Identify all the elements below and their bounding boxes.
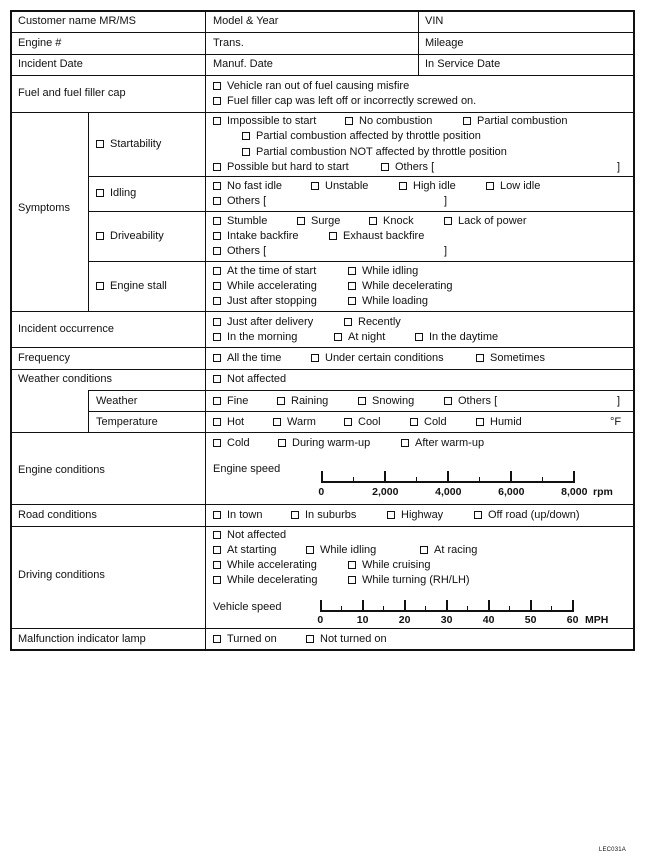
driving-checkbox[interactable]	[213, 576, 221, 584]
engine-stall-option: While idling	[362, 265, 419, 277]
grid-line	[10, 347, 635, 348]
grid-line	[10, 32, 635, 33]
grid-line	[10, 54, 635, 55]
driving-option: At racing	[434, 544, 478, 556]
rpm-major-tick	[321, 471, 323, 483]
grid-line	[10, 311, 635, 312]
mph-tick-label: 0	[317, 614, 324, 626]
rpm-tick-label: 0	[318, 486, 325, 498]
weather-checkbox[interactable]	[277, 397, 285, 405]
startability-checkbox[interactable]	[96, 140, 104, 148]
road-checkbox[interactable]	[213, 511, 221, 519]
temperature-checkbox[interactable]	[410, 418, 418, 426]
weather-option: Snowing	[372, 395, 415, 407]
idling-option: Others [	[227, 195, 267, 207]
weather-option: Raining	[291, 395, 329, 407]
fuel-option: Vehicle ran out of fuel causing misfire	[227, 80, 410, 92]
driveability-checkbox[interactable]	[369, 217, 377, 225]
temperature-option: Warm	[287, 416, 316, 428]
engine-cond-checkbox[interactable]	[278, 439, 286, 447]
rpm-major-tick	[384, 471, 386, 483]
startability-checkbox[interactable]	[381, 163, 389, 171]
driving-option: At starting	[227, 544, 277, 556]
grid-line	[88, 390, 635, 391]
rpm-tick-label: 6,000	[498, 486, 525, 498]
weather-checkbox[interactable]	[213, 375, 221, 383]
driveability-option: Lack of power	[458, 215, 527, 227]
incident-date-label: Incident Date	[18, 58, 83, 70]
driveability-option: Intake backfire	[227, 230, 299, 242]
frequency-checkbox[interactable]	[311, 354, 319, 362]
road-option: In town	[227, 509, 263, 521]
grid-line	[88, 211, 635, 212]
trans-label: Trans.	[213, 37, 244, 49]
incident-option: In the morning	[227, 331, 298, 343]
mph-tick-label: 40	[482, 614, 495, 626]
driveability-checkbox[interactable]	[329, 232, 337, 240]
bracket-close: ]	[617, 161, 621, 173]
mph-major-tick	[488, 600, 490, 612]
engine-stall-label: Engine stall	[110, 280, 167, 292]
driving-conditions-label: Driving conditions	[18, 569, 105, 581]
grid-line	[633, 10, 635, 651]
road-conditions-label: Road conditions	[18, 509, 97, 521]
in-service-date-label: In Service Date	[425, 58, 501, 70]
fuel-checkbox[interactable]	[213, 97, 221, 105]
mph-minor-tick	[425, 606, 426, 611]
rpm-minor-tick	[353, 477, 354, 482]
grid-line	[88, 261, 635, 262]
driveability-option: Others [	[227, 245, 267, 257]
driving-checkbox[interactable]	[213, 531, 221, 539]
engine-speed-label: Engine speed	[213, 463, 281, 475]
idling-checkbox[interactable]	[486, 182, 494, 190]
grid-line	[88, 411, 635, 412]
frequency-option: Sometimes	[490, 352, 546, 364]
driveability-checkbox[interactable]	[213, 217, 221, 225]
incident-option: Just after delivery	[227, 316, 314, 328]
engine-stall-checkbox[interactable]	[348, 267, 356, 275]
idling-option: Low idle	[500, 180, 541, 192]
engine-stall-option: Just after stopping	[227, 295, 317, 307]
driving-option: Not affected	[227, 529, 287, 541]
engine-cond-option: Cold	[227, 437, 250, 449]
road-option: In suburbs	[305, 509, 357, 521]
driveability-label: Driveability	[110, 230, 164, 242]
model-year-label: Model & Year	[213, 15, 279, 27]
fuel-checkbox[interactable]	[213, 82, 221, 90]
engine-conditions-label: Engine conditions	[18, 464, 105, 476]
frequency-checkbox[interactable]	[476, 354, 484, 362]
mph-major-tick	[320, 600, 322, 612]
mph-tick-label: 60	[566, 614, 579, 626]
idling-option: Unstable	[325, 180, 369, 192]
mil-checkbox[interactable]	[306, 635, 314, 643]
engine-stall-checkbox[interactable]	[96, 282, 104, 290]
bracket-close: ]	[444, 195, 448, 207]
engine-cond-option: During warm-up	[292, 437, 371, 449]
grid-line	[10, 10, 635, 12]
symptoms-label: Symptoms	[18, 202, 70, 214]
engine-stall-checkbox[interactable]	[348, 297, 356, 305]
weather-checkbox[interactable]	[213, 397, 221, 405]
mph-unit: MPH	[585, 614, 609, 626]
mileage-label: Mileage	[425, 37, 464, 49]
road-checkbox[interactable]	[387, 511, 395, 519]
startability-checkbox[interactable]	[345, 117, 353, 125]
startability-option: Partial combustion	[477, 115, 568, 127]
temperature-option: Humid	[490, 416, 522, 428]
incident-checkbox[interactable]	[344, 318, 352, 326]
temperature-checkbox[interactable]	[344, 418, 352, 426]
incident-checkbox[interactable]	[213, 318, 221, 326]
temperature-unit: °F	[610, 416, 622, 428]
driving-option: While decelerating	[227, 574, 318, 586]
frequency-option: All the time	[227, 352, 282, 364]
weather-option: Others [	[458, 395, 498, 407]
incident-checkbox[interactable]	[334, 333, 342, 341]
customer-name-label: Customer name MR/MS	[18, 15, 136, 27]
mph-tick-label: 50	[524, 614, 537, 626]
mph-tick-label: 20	[398, 614, 411, 626]
driving-checkbox[interactable]	[213, 561, 221, 569]
driveability-option: Surge	[311, 215, 341, 227]
manuf-date-label: Manuf. Date	[213, 58, 273, 70]
grid-line	[10, 10, 12, 651]
temperature-label: Temperature	[96, 416, 158, 428]
weather-checkbox[interactable]	[358, 397, 366, 405]
rpm-tick-label: 8,000	[561, 486, 588, 498]
mph-minor-tick	[509, 606, 510, 611]
rpm-minor-tick	[416, 477, 417, 482]
mph-tick-label: 10	[356, 614, 369, 626]
mph-major-tick	[572, 600, 574, 612]
mph-major-tick	[362, 600, 364, 612]
grid-line	[418, 10, 419, 75]
rpm-tick-label: 2,000	[372, 486, 399, 498]
startability-checkbox[interactable]	[213, 117, 221, 125]
driving-option: While turning (RH/LH)	[362, 574, 470, 586]
grid-line	[10, 369, 635, 370]
engine-stall-checkbox[interactable]	[213, 282, 221, 290]
startability-option: Others [	[395, 161, 435, 173]
idling-checkbox[interactable]	[311, 182, 319, 190]
startability-option: Partial combustion NOT affected by throttle position	[256, 146, 507, 158]
incident-checkbox[interactable]	[415, 333, 423, 341]
driveability-option: Exhaust backfire	[343, 230, 425, 242]
driveability-option: Stumble	[227, 215, 268, 227]
engine-cond-option: After warm-up	[415, 437, 485, 449]
grid-line	[10, 504, 635, 505]
driving-checkbox[interactable]	[420, 546, 428, 554]
bracket-close: ]	[617, 395, 621, 407]
bracket-close: ]	[444, 245, 448, 257]
temperature-checkbox[interactable]	[213, 418, 221, 426]
engine-stall-option: While accelerating	[227, 280, 317, 292]
driving-option: While accelerating	[227, 559, 317, 571]
engine-stall-option: While loading	[362, 295, 429, 307]
grid-line	[10, 649, 635, 651]
driveability-checkbox[interactable]	[96, 232, 104, 240]
mph-major-tick	[404, 600, 406, 612]
startability-checkbox[interactable]	[242, 132, 250, 140]
mph-tick-label: 30	[440, 614, 453, 626]
fuel-option: Fuel filler cap was left off or incorrectly screwed on.	[227, 95, 477, 107]
temperature-option: Hot	[227, 416, 245, 428]
road-option: Highway	[401, 509, 444, 521]
rpm-tick-label: 4,000	[435, 486, 462, 498]
mph-major-tick	[446, 600, 448, 612]
road-option: Off road (up/down)	[488, 509, 580, 521]
road-checkbox[interactable]	[291, 511, 299, 519]
mil-label: Malfunction indicator lamp	[18, 633, 146, 645]
engine-number-label: Engine #	[18, 37, 62, 49]
fuel-label: Fuel and fuel filler cap	[18, 87, 126, 99]
startability-option: Partial combustion affected by throttle position	[256, 130, 481, 142]
temperature-checkbox[interactable]	[476, 418, 484, 426]
driving-option: While cruising	[362, 559, 431, 571]
rpm-minor-tick	[542, 477, 543, 482]
driving-checkbox[interactable]	[306, 546, 314, 554]
rpm-major-tick	[510, 471, 512, 483]
driveability-option: Knock	[383, 215, 414, 227]
grid-line	[88, 176, 635, 177]
road-checkbox[interactable]	[474, 511, 482, 519]
weather-checkbox[interactable]	[444, 397, 452, 405]
temperature-option: Cold	[424, 416, 447, 428]
engine-cond-checkbox[interactable]	[213, 439, 221, 447]
mph-major-tick	[530, 600, 532, 612]
startability-checkbox[interactable]	[463, 117, 471, 125]
frequency-label: Frequency	[18, 352, 70, 364]
rpm-minor-tick	[479, 477, 480, 482]
driving-checkbox[interactable]	[213, 546, 221, 554]
weather-label: Weather	[96, 395, 138, 407]
grid-line	[205, 10, 206, 651]
incident-option: Recently	[358, 316, 401, 328]
engine-stall-checkbox[interactable]	[213, 297, 221, 305]
startability-checkbox[interactable]	[213, 163, 221, 171]
engine-stall-checkbox[interactable]	[213, 267, 221, 275]
idling-option: High idle	[413, 180, 456, 192]
driveability-checkbox[interactable]	[297, 217, 305, 225]
idling-checkbox[interactable]	[399, 182, 407, 190]
mil-checkbox[interactable]	[213, 635, 221, 643]
driveability-checkbox[interactable]	[213, 247, 221, 255]
incident-option: In the daytime	[429, 331, 499, 343]
mph-minor-tick	[341, 606, 342, 611]
temperature-checkbox[interactable]	[273, 418, 281, 426]
startability-option: No combustion	[359, 115, 433, 127]
grid-line	[10, 112, 635, 113]
frequency-checkbox[interactable]	[213, 354, 221, 362]
mph-minor-tick	[551, 606, 552, 611]
idling-checkbox[interactable]	[96, 189, 104, 197]
driving-checkbox[interactable]	[348, 561, 356, 569]
startability-checkbox[interactable]	[242, 148, 250, 156]
incident-checkbox[interactable]	[213, 333, 221, 341]
idling-option: No fast idle	[227, 180, 283, 192]
vehicle-speed-label: Vehicle speed	[213, 601, 282, 613]
frequency-option: Under certain conditions	[325, 352, 444, 364]
idling-label: Idling	[110, 187, 137, 199]
driveability-checkbox[interactable]	[444, 217, 452, 225]
startability-option: Possible but hard to start	[227, 161, 349, 173]
engine-stall-option: At the time of start	[227, 265, 317, 277]
rpm-major-tick	[573, 471, 575, 483]
rpm-major-tick	[447, 471, 449, 483]
grid-line	[10, 432, 635, 433]
driving-option: While idling	[320, 544, 377, 556]
driving-checkbox[interactable]	[348, 576, 356, 584]
idling-checkbox[interactable]	[213, 197, 221, 205]
idling-checkbox[interactable]	[213, 182, 221, 190]
engine-stall-option: While decelerating	[362, 280, 453, 292]
weather-option: Fine	[227, 395, 249, 407]
figure-code: LEC031A	[598, 847, 626, 853]
engine-stall-checkbox[interactable]	[348, 282, 356, 290]
mph-minor-tick	[467, 606, 468, 611]
mph-minor-tick	[383, 606, 384, 611]
startability-option: Impossible to start	[227, 115, 317, 127]
engine-cond-checkbox[interactable]	[401, 439, 409, 447]
mil-option: Not turned on	[320, 633, 387, 645]
weather-not-affected: Not affected	[227, 373, 287, 385]
rpm-unit: rpm	[593, 486, 613, 498]
driveability-checkbox[interactable]	[213, 232, 221, 240]
startability-label: Startability	[110, 138, 162, 150]
grid-line	[10, 75, 635, 76]
incident-option: At night	[348, 331, 386, 343]
vin-label: VIN	[425, 15, 444, 27]
grid-line	[10, 628, 635, 629]
mil-option: Turned on	[227, 633, 277, 645]
weather-conditions-label: Weather conditions	[18, 373, 112, 385]
temperature-option: Cool	[358, 416, 381, 428]
incident-occurrence-label: Incident occurrence	[18, 323, 114, 335]
grid-line	[10, 526, 635, 527]
